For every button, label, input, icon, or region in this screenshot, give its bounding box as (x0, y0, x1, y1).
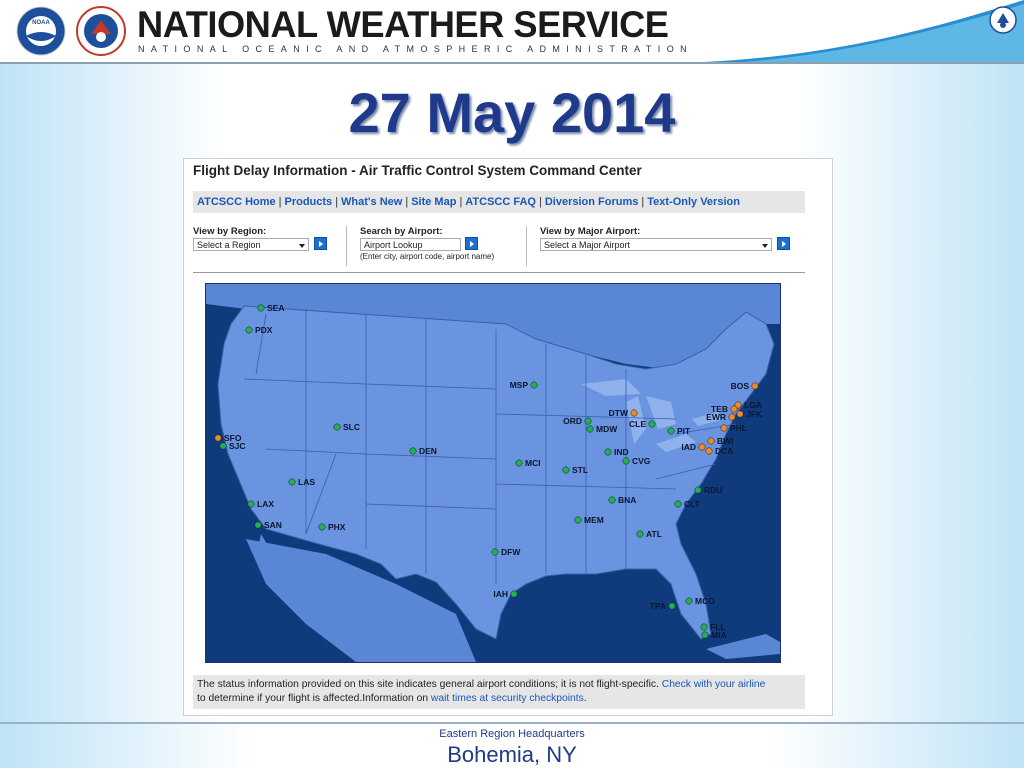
airport-label-sfo[interactable]: SFO (224, 433, 242, 443)
airport-marker-las[interactable] (289, 479, 295, 485)
major-airport-label: View by Major Airport: (540, 226, 641, 237)
airport-label-cle[interactable]: CLE (629, 419, 646, 429)
airport-label-teb[interactable]: TEB (711, 404, 728, 414)
us-map-canvas (206, 284, 780, 662)
airport-search-placeholder: Airport Lookup (364, 240, 423, 250)
airport-label-phx[interactable]: PHX (328, 522, 346, 532)
airport-label-lga[interactable]: LGA (744, 400, 762, 410)
airport-marker-mdw[interactable] (587, 426, 593, 432)
airport-label-lax[interactable]: LAX (257, 499, 274, 509)
region-go-button[interactable] (314, 237, 327, 250)
nav-link-site-map[interactable]: Site Map (411, 196, 457, 208)
airport-marker-fll[interactable] (701, 624, 707, 630)
airport-label-clt[interactable]: CLT (684, 499, 700, 509)
nav-link-text-only[interactable]: Text-Only Version (647, 196, 740, 208)
airline-link[interactable]: Check with your airline (661, 679, 766, 690)
airport-marker-atl[interactable] (637, 531, 643, 537)
control-divider (346, 226, 347, 266)
airport-marker-mco[interactable] (686, 598, 692, 604)
airport-search-go-button[interactable] (465, 237, 478, 250)
slide-title: 27 May 2014 (348, 81, 676, 144)
airport-label-msp[interactable]: MSP (509, 380, 528, 390)
airport-label-iad[interactable]: IAD (681, 442, 696, 452)
airport-search-label: Search by Airport: (360, 226, 443, 237)
airport-label-san[interactable]: SAN (264, 520, 282, 530)
major-airport-select-value: Select a Major Airport (544, 240, 631, 250)
flight-delay-webpage (183, 158, 833, 716)
airport-marker-dfw[interactable] (492, 549, 498, 555)
airport-label-atl[interactable]: ATL (646, 529, 662, 539)
nav-link-faq[interactable]: ATCSCC FAQ (465, 196, 536, 208)
airport-marker-lax[interactable] (248, 501, 254, 507)
footer-org: Eastern Region Headquarters (439, 728, 585, 740)
major-airport-select[interactable] (540, 238, 772, 251)
airport-marker-slc[interactable] (334, 424, 340, 430)
airport-label-phl[interactable]: PHL (730, 423, 747, 433)
airport-label-jfk[interactable]: JFK (746, 409, 763, 419)
airport-marker-sjc[interactable] (220, 443, 226, 449)
airport-label-ord[interactable]: ORD (563, 416, 582, 426)
nav-link-diversion-forums[interactable]: Diversion Forums (544, 196, 639, 208)
airport-marker-phx[interactable] (319, 524, 325, 530)
control-divider (526, 226, 527, 266)
airport-label-mem[interactable]: MEM (584, 515, 604, 525)
airport-marker-ewr[interactable] (729, 414, 735, 420)
nws-header (0, 0, 1024, 62)
airport-label-sjc[interactable]: SJC (229, 441, 246, 451)
airport-label-dtw[interactable]: DTW (608, 408, 628, 418)
airport-search-control (360, 226, 443, 237)
airport-marker-jfk[interactable] (737, 411, 743, 417)
airport-marker-bna[interactable] (609, 497, 615, 503)
security-wait-times-link[interactable]: wait times at security checkpoints (430, 693, 584, 704)
airport-label-dca[interactable]: DCA (715, 446, 734, 456)
airport-label-fll[interactable]: FLL (710, 622, 726, 632)
svg-text:NOAA: NOAA (32, 20, 50, 26)
airport-label-mco[interactable]: MCO (695, 596, 715, 606)
nav-link-atcscc-home[interactable]: ATCSCC Home (197, 196, 276, 208)
airport-label-iah[interactable]: IAH (493, 589, 508, 599)
status-text-2: to determine if your flight is affected.Information on (197, 693, 429, 704)
region-select[interactable] (193, 238, 309, 251)
airport-marker-rdu[interactable] (695, 487, 701, 493)
airport-label-mdw[interactable]: MDW (596, 424, 618, 434)
airport-marker-pdx[interactable] (246, 327, 252, 333)
airport-marker-ind[interactable] (605, 449, 611, 455)
agency-title: NATIONAL WEATHER SERVICE (137, 4, 669, 45)
status-notice (193, 675, 805, 709)
airport-label-dfw[interactable]: DFW (501, 547, 521, 557)
region-select-value: Select a Region (197, 240, 261, 250)
airport-label-tpa[interactable]: TPA (649, 601, 666, 611)
airport-marker-phl[interactable] (721, 425, 727, 431)
nav-link-whats-new[interactable]: What's New (341, 196, 403, 208)
airport-marker-cvg[interactable] (623, 458, 629, 464)
major-airport-control (540, 226, 640, 237)
airport-marker-cle[interactable] (649, 421, 655, 427)
airport-label-sea[interactable]: SEA (267, 303, 285, 313)
airport-label-slc[interactable]: SLC (343, 422, 360, 432)
major-airport-go-button[interactable] (777, 237, 790, 250)
nav-bar: ATCSCC Home | Products | What's New | Site Map | ATCSCC FAQ | Diversion Forums | Text-Only Version (193, 191, 805, 213)
nws-logo-icon (76, 6, 126, 56)
airport-marker-mem[interactable] (575, 517, 581, 523)
airport-label-cvg[interactable]: CVG (632, 456, 651, 466)
footer-location: Bohemia, NY (447, 742, 577, 767)
airport-search-input[interactable] (360, 238, 461, 251)
airport-marker-den[interactable] (410, 448, 416, 454)
airport-marker-mci[interactable] (516, 460, 522, 466)
airport-marker-san[interactable] (255, 522, 261, 528)
airport-marker-ord[interactable] (585, 418, 591, 424)
airport-label-ind[interactable]: IND (614, 447, 629, 457)
airport-label-stl[interactable]: STL (572, 465, 589, 475)
chevron-down-icon (762, 244, 768, 248)
airport-marker-sea[interactable] (258, 305, 264, 311)
commerce-seal-icon (988, 5, 1018, 35)
airport-marker-dca[interactable] (706, 448, 712, 454)
airport-label-bwi[interactable]: BWI (717, 436, 734, 446)
airport-marker-teb[interactable] (731, 406, 737, 412)
airport-marker-iah[interactable] (511, 591, 517, 597)
airport-marker-mia[interactable] (702, 632, 708, 638)
us-airport-map[interactable] (205, 283, 781, 663)
status-text-1: The status information provided on this site indicates general airport conditions; it is not flight-specific. (197, 679, 659, 690)
airport-marker-sfo[interactable] (215, 435, 221, 441)
chevron-down-icon (299, 244, 305, 248)
nav-link-products[interactable]: Products (284, 196, 333, 208)
airport-label-bos[interactable]: BOS (730, 381, 749, 391)
airport-label-rdu[interactable]: RDU (704, 485, 723, 495)
header-swoosh (664, 0, 1024, 62)
airport-marker-bwi[interactable] (708, 438, 714, 444)
airport-marker-iad[interactable] (699, 444, 705, 450)
airport-marker-stl[interactable] (563, 467, 569, 473)
airport-label-mci[interactable]: MCI (525, 458, 541, 468)
airport-marker-clt[interactable] (675, 501, 681, 507)
agency-subtitle: NATIONAL OCEANIC AND ATMOSPHERIC ADMINISTRATION (138, 44, 693, 54)
region-control (193, 226, 266, 237)
airport-marker-tpa[interactable] (669, 603, 675, 609)
airport-marker-dtw[interactable] (631, 410, 637, 416)
airport-search-hint: (Enter city, airport code, airport name) (360, 252, 495, 261)
webpage-title: Flight Delay Information - Air Traffic Control System Command Center (193, 163, 642, 178)
controls-divider (193, 272, 805, 273)
airport-label-ewr[interactable]: EWR (706, 412, 726, 422)
airport-marker-bos[interactable] (752, 383, 758, 389)
airport-label-las[interactable]: LAS (298, 477, 315, 487)
airport-label-bna[interactable]: BNA (618, 495, 637, 505)
airport-label-pit[interactable]: PIT (677, 426, 691, 436)
airport-label-den[interactable]: DEN (419, 446, 437, 456)
airport-label-mia[interactable]: MIA (711, 630, 727, 640)
airport-marker-pit[interactable] (668, 428, 674, 434)
status-text-3: . (583, 693, 587, 704)
region-label: View by Region: (193, 226, 267, 237)
noaa-logo-icon (16, 6, 66, 56)
airport-marker-msp[interactable] (531, 382, 537, 388)
airport-label-pdx[interactable]: PDX (255, 325, 273, 335)
